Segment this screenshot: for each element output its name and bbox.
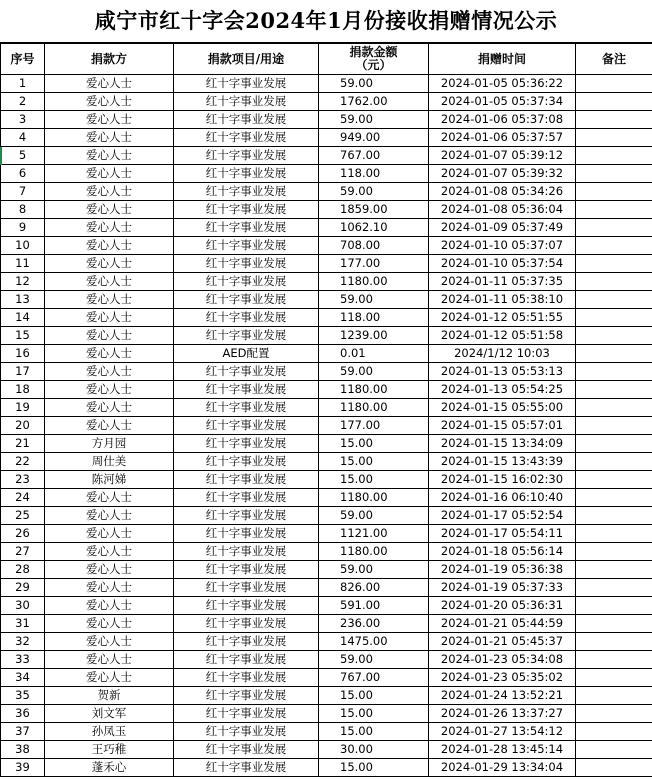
cell-project[interactable]: 红十字事业发展: [174, 93, 319, 111]
cell-note[interactable]: [576, 327, 652, 345]
cell-seq[interactable]: 20: [1, 417, 45, 435]
page-title: 咸宁市红十字会2024年1月份接收捐赠情况公示: [0, 0, 652, 43]
cell-amount[interactable]: 59.00: [319, 561, 429, 579]
cell-note[interactable]: [576, 741, 652, 759]
header-time[interactable]: 捐赠时间: [429, 44, 576, 75]
cell-project[interactable]: 红十字事业发展: [174, 633, 319, 651]
cell-time[interactable]: 2024-01-15 05:57:01: [429, 417, 576, 435]
cell-time[interactable]: 2024-01-15 16:02:30: [429, 471, 576, 489]
cell-amount[interactable]: 1180.00: [319, 273, 429, 291]
cell-note[interactable]: [576, 399, 652, 417]
cell-note[interactable]: [576, 381, 652, 399]
cell-seq[interactable]: 17: [1, 363, 45, 381]
cell-seq[interactable]: 26: [1, 525, 45, 543]
cell-project[interactable]: 红十字事业发展: [174, 129, 319, 147]
cell-time[interactable]: 2024-01-08 05:36:04: [429, 201, 576, 219]
cell-seq[interactable]: 22: [1, 453, 45, 471]
cell-amount[interactable]: 118.00: [319, 165, 429, 183]
cell-donor[interactable]: 爱心人士: [45, 543, 174, 561]
cell-donor[interactable]: 方月园: [45, 435, 174, 453]
cell-time[interactable]: 2024-01-16 06:10:40: [429, 489, 576, 507]
cell-amount[interactable]: 1062.10: [319, 219, 429, 237]
table-row: [1, 219, 652, 237]
cell-project[interactable]: 红十字事业发展: [174, 327, 319, 345]
table-row: [1, 165, 652, 183]
cell-donor[interactable]: 爱心人士: [45, 561, 174, 579]
cell-project[interactable]: 红十字事业发展: [174, 471, 319, 489]
cell-time[interactable]: 2024-01-09 05:37:49: [429, 219, 576, 237]
cell-time[interactable]: 2024-01-29 13:34:04: [429, 759, 576, 777]
cell-time[interactable]: 2024-01-15 13:34:09: [429, 435, 576, 453]
cell-donor[interactable]: 爱心人士: [45, 291, 174, 309]
cell-project[interactable]: 红十字事业发展: [174, 525, 319, 543]
cell-amount[interactable]: 59.00: [319, 507, 429, 525]
cell-amount[interactable]: 1180.00: [319, 399, 429, 417]
cell-time[interactable]: 2024-01-13 05:53:13: [429, 363, 576, 381]
cell-seq[interactable]: 37: [1, 723, 45, 741]
cell-project[interactable]: 红十字事业发展: [174, 111, 319, 129]
cell-note[interactable]: [576, 435, 652, 453]
cell-seq[interactable]: 2: [1, 93, 45, 111]
cell-amount[interactable]: 59.00: [319, 111, 429, 129]
cell-donor[interactable]: 爱心人士: [45, 651, 174, 669]
cell-amount[interactable]: 826.00: [319, 579, 429, 597]
cell-project[interactable]: 红十字事业发展: [174, 381, 319, 399]
cell-note[interactable]: [576, 363, 652, 381]
cell-amount[interactable]: 15.00: [319, 705, 429, 723]
cell-donor[interactable]: 爱心人士: [45, 201, 174, 219]
header-donor[interactable]: 捐款方: [45, 44, 174, 75]
table-row: [1, 363, 652, 381]
table-row: [1, 129, 652, 147]
cell-donor[interactable]: 爱心人士: [45, 183, 174, 201]
table-row: [1, 723, 652, 741]
cell-project[interactable]: 红十字事业发展: [174, 705, 319, 723]
cell-project[interactable]: 红十字事业发展: [174, 543, 319, 561]
cell-amount[interactable]: 767.00: [319, 669, 429, 687]
cell-seq[interactable]: 27: [1, 543, 45, 561]
cell-seq[interactable]: 39: [1, 759, 45, 777]
cell-time[interactable]: 2024-01-12 05:51:58: [429, 327, 576, 345]
cell-seq[interactable]: 30: [1, 597, 45, 615]
cell-seq[interactable]: 6: [1, 165, 45, 183]
cell-time[interactable]: 2024-01-24 13:52:21: [429, 687, 576, 705]
cell-project[interactable]: 红十字事业发展: [174, 75, 319, 93]
cell-amount[interactable]: 236.00: [319, 615, 429, 633]
table-row: [1, 687, 652, 705]
table-row: [1, 183, 652, 201]
cell-note[interactable]: [576, 255, 652, 273]
cell-amount[interactable]: 1239.00: [319, 327, 429, 345]
cell-project[interactable]: 红十字事业发展: [174, 165, 319, 183]
cell-time[interactable]: 2024-01-15 05:55:00: [429, 399, 576, 417]
cell-note[interactable]: [576, 543, 652, 561]
cell-amount[interactable]: 1859.00: [319, 201, 429, 219]
table-row: [1, 597, 652, 615]
table-row: [1, 237, 652, 255]
cell-note[interactable]: [576, 579, 652, 597]
table-row: [1, 471, 652, 489]
table-row: [1, 507, 652, 525]
cell-donor[interactable]: 爱心人士: [45, 345, 174, 363]
cell-note[interactable]: [576, 453, 652, 471]
cell-amount[interactable]: 30.00: [319, 741, 429, 759]
cell-note[interactable]: [576, 273, 652, 291]
cell-note[interactable]: [576, 201, 652, 219]
cell-note[interactable]: [576, 651, 652, 669]
cell-amount[interactable]: 59.00: [319, 363, 429, 381]
cell-donor[interactable]: 孙凤玉: [45, 723, 174, 741]
donation-table: [0, 43, 652, 777]
cell-project[interactable]: 红十字事业发展: [174, 723, 319, 741]
cell-seq[interactable]: 10: [1, 237, 45, 255]
cell-note[interactable]: [576, 507, 652, 525]
cell-donor[interactable]: 爱心人士: [45, 219, 174, 237]
cell-project[interactable]: 红十字事业发展: [174, 615, 319, 633]
cell-project[interactable]: 红十字事业发展: [174, 237, 319, 255]
cell-donor[interactable]: 爱心人士: [45, 417, 174, 435]
cell-amount[interactable]: 1180.00: [319, 543, 429, 561]
cell-donor[interactable]: 爱心人士: [45, 111, 174, 129]
cell-note[interactable]: [576, 75, 652, 93]
table-row: [1, 381, 652, 399]
cell-amount[interactable]: 708.00: [319, 237, 429, 255]
cell-note[interactable]: [576, 219, 652, 237]
cell-amount[interactable]: 59.00: [319, 291, 429, 309]
cell-donor[interactable]: 爱心人士: [45, 597, 174, 615]
cell-time[interactable]: 2024-01-19 05:36:38: [429, 561, 576, 579]
cell-project[interactable]: 红十字事业发展: [174, 183, 319, 201]
cell-donor[interactable]: 爱心人士: [45, 147, 174, 165]
cell-seq[interactable]: 11: [1, 255, 45, 273]
cell-seq[interactable]: 29: [1, 579, 45, 597]
table-row: [1, 345, 652, 363]
cell-project[interactable]: 红十字事业发展: [174, 147, 319, 165]
cell-donor[interactable]: 爱心人士: [45, 633, 174, 651]
cell-seq[interactable]: 8: [1, 201, 45, 219]
cell-amount[interactable]: 15.00: [319, 723, 429, 741]
cell-donor[interactable]: 爱心人士: [45, 669, 174, 687]
header-amount-line1: 捐款金额: [349, 45, 398, 59]
cell-amount[interactable]: 59.00: [319, 651, 429, 669]
cell-note[interactable]: [576, 345, 652, 363]
cell-time[interactable]: 2024-01-19 05:37:33: [429, 579, 576, 597]
cell-time[interactable]: 2024-01-17 05:54:11: [429, 525, 576, 543]
cell-time[interactable]: 2024-01-11 05:38:10: [429, 291, 576, 309]
cell-donor[interactable]: 爱心人士: [45, 525, 174, 543]
cell-seq[interactable]: 19: [1, 399, 45, 417]
cell-time[interactable]: 2024-01-28 13:45:14: [429, 741, 576, 759]
header-project[interactable]: 捐款项目/用途: [174, 44, 319, 75]
cell-time[interactable]: 2024/1/12 10:03: [429, 345, 576, 363]
table-row: [1, 417, 652, 435]
cell-amount[interactable]: 1180.00: [319, 489, 429, 507]
table-row: [1, 615, 652, 633]
cell-seq[interactable]: 35: [1, 687, 45, 705]
cell-donor[interactable]: 爱心人士: [45, 309, 174, 327]
cell-donor[interactable]: 爱心人士: [45, 363, 174, 381]
cell-seq[interactable]: 12: [1, 273, 45, 291]
cell-project[interactable]: 红十字事业发展: [174, 201, 319, 219]
cell-time[interactable]: 2024-01-27 13:54:12: [429, 723, 576, 741]
cell-donor[interactable]: 爱心人士: [45, 255, 174, 273]
cell-project[interactable]: 红十字事业发展: [174, 453, 319, 471]
cell-seq[interactable]: 1: [1, 75, 45, 93]
cell-donor[interactable]: 爱心人士: [45, 75, 174, 93]
cell-seq[interactable]: 24: [1, 489, 45, 507]
cell-seq[interactable]: 7: [1, 183, 45, 201]
cell-project[interactable]: 红十字事业发展: [174, 507, 319, 525]
cell-project[interactable]: 红十字事业发展: [174, 417, 319, 435]
table-row: [1, 741, 652, 759]
cell-project[interactable]: 红十字事业发展: [174, 651, 319, 669]
cell-time[interactable]: 2024-01-05 05:37:34: [429, 93, 576, 111]
cell-note[interactable]: [576, 705, 652, 723]
cell-time[interactable]: 2024-01-20 05:36:31: [429, 597, 576, 615]
table-row: [1, 201, 652, 219]
header-note[interactable]: 备注: [576, 44, 652, 75]
cell-project[interactable]: 红十字事业发展: [174, 363, 319, 381]
cell-note[interactable]: [576, 687, 652, 705]
cell-note[interactable]: [576, 291, 652, 309]
cell-note[interactable]: [576, 723, 652, 741]
table-row: [1, 651, 652, 669]
cell-project[interactable]: 红十字事业发展: [174, 399, 319, 417]
cell-amount[interactable]: 15.00: [319, 435, 429, 453]
cell-amount[interactable]: 118.00: [319, 309, 429, 327]
cell-donor[interactable]: 爱心人士: [45, 507, 174, 525]
cell-project[interactable]: AED配置: [174, 345, 319, 363]
cell-amount[interactable]: 15.00: [319, 471, 429, 489]
cell-time[interactable]: 2024-01-26 13:37:27: [429, 705, 576, 723]
cell-seq[interactable]: 16: [1, 345, 45, 363]
cell-seq[interactable]: 13: [1, 291, 45, 309]
cell-amount[interactable]: 767.00: [319, 147, 429, 165]
cell-seq[interactable]: 31: [1, 615, 45, 633]
cell-amount[interactable]: 59.00: [319, 183, 429, 201]
cell-donor[interactable]: 爱心人士: [45, 615, 174, 633]
table-row: [1, 543, 652, 561]
cell-time[interactable]: 2024-01-23 05:34:08: [429, 651, 576, 669]
cell-amount[interactable]: 177.00: [319, 417, 429, 435]
table-row: [1, 759, 652, 777]
cell-note[interactable]: [576, 93, 652, 111]
cell-time[interactable]: 2024-01-23 05:35:02: [429, 669, 576, 687]
cell-donor[interactable]: 周仕美: [45, 453, 174, 471]
cell-note[interactable]: [576, 561, 652, 579]
cell-seq[interactable]: 33: [1, 651, 45, 669]
table-row: [1, 561, 652, 579]
cell-donor[interactable]: 爱心人士: [45, 399, 174, 417]
header-row: [1, 44, 652, 75]
cell-amount[interactable]: 15.00: [319, 687, 429, 705]
table-row: [1, 93, 652, 111]
header-amount[interactable]: [319, 44, 429, 75]
cell-project[interactable]: 红十字事业发展: [174, 273, 319, 291]
cell-note[interactable]: [576, 669, 652, 687]
cell-note[interactable]: [576, 237, 652, 255]
cell-project[interactable]: 红十字事业发展: [174, 255, 319, 273]
table-row: [1, 309, 652, 327]
table-row: [1, 399, 652, 417]
cell-amount[interactable]: 177.00: [319, 255, 429, 273]
cell-note[interactable]: [576, 165, 652, 183]
cell-project[interactable]: 红十字事业发展: [174, 597, 319, 615]
cell-donor[interactable]: 爱心人士: [45, 489, 174, 507]
cell-project[interactable]: 红十字事业发展: [174, 435, 319, 453]
table-row: [1, 669, 652, 687]
cell-amount[interactable]: 1475.00: [319, 633, 429, 651]
cell-note[interactable]: [576, 615, 652, 633]
table-row: [1, 75, 652, 93]
cell-project[interactable]: 红十字事业发展: [174, 561, 319, 579]
cell-donor[interactable]: 贺新: [45, 687, 174, 705]
cell-note[interactable]: [576, 309, 652, 327]
cell-note[interactable]: [576, 129, 652, 147]
cell-amount[interactable]: 15.00: [319, 453, 429, 471]
table-row: [1, 579, 652, 597]
table-row: [1, 111, 652, 129]
cell-donor[interactable]: 陈河娣: [45, 471, 174, 489]
row-selection-indicator: [0, 147, 2, 165]
cell-seq[interactable]: 5: [1, 147, 45, 165]
cell-time[interactable]: 2024-01-05 05:36:22: [429, 75, 576, 93]
cell-time[interactable]: 2024-01-06 05:37:08: [429, 111, 576, 129]
cell-seq[interactable]: 4: [1, 129, 45, 147]
cell-time[interactable]: 2024-01-15 13:43:39: [429, 453, 576, 471]
cell-seq[interactable]: 18: [1, 381, 45, 399]
cell-donor[interactable]: 蓬禾心: [45, 759, 174, 777]
cell-donor[interactable]: 爱心人士: [45, 93, 174, 111]
cell-seq[interactable]: 14: [1, 309, 45, 327]
cell-amount[interactable]: 591.00: [319, 597, 429, 615]
cell-time[interactable]: 2024-01-07 05:39:32: [429, 165, 576, 183]
cell-amount[interactable]: 0.01: [319, 345, 429, 363]
header-seq[interactable]: 序号: [1, 44, 45, 75]
cell-seq[interactable]: 32: [1, 633, 45, 651]
table-row: [1, 633, 652, 651]
cell-donor[interactable]: 爱心人士: [45, 129, 174, 147]
cell-amount[interactable]: 1121.00: [319, 525, 429, 543]
table-row: [1, 453, 652, 471]
table-row: [1, 327, 652, 345]
cell-amount[interactable]: 1762.00: [319, 93, 429, 111]
cell-donor[interactable]: 刘文军: [45, 705, 174, 723]
cell-donor[interactable]: 爱心人士: [45, 579, 174, 597]
cell-project[interactable]: 红十字事业发展: [174, 687, 319, 705]
cell-note[interactable]: [576, 489, 652, 507]
cell-project[interactable]: 红十字事业发展: [174, 741, 319, 759]
cell-amount[interactable]: 59.00: [319, 75, 429, 93]
cell-donor[interactable]: 爱心人士: [45, 237, 174, 255]
cell-time[interactable]: 2024-01-21 05:44:59: [429, 615, 576, 633]
cell-donor[interactable]: 爱心人士: [45, 165, 174, 183]
cell-amount[interactable]: 15.00: [319, 759, 429, 777]
cell-amount[interactable]: 1180.00: [319, 381, 429, 399]
cell-time[interactable]: 2024-01-08 05:34:26: [429, 183, 576, 201]
cell-note[interactable]: [576, 597, 652, 615]
cell-time[interactable]: 2024-01-13 05:54:25: [429, 381, 576, 399]
cell-note[interactable]: [576, 759, 652, 777]
cell-note[interactable]: [576, 111, 652, 129]
cell-seq[interactable]: 28: [1, 561, 45, 579]
cell-donor[interactable]: 王巧稚: [45, 741, 174, 759]
cell-seq[interactable]: 21: [1, 435, 45, 453]
table-row: [1, 435, 652, 453]
cell-seq[interactable]: 34: [1, 669, 45, 687]
table-row: [1, 705, 652, 723]
cell-note[interactable]: [576, 147, 652, 165]
table-row: [1, 273, 652, 291]
table-row: [1, 147, 652, 165]
cell-donor[interactable]: 爱心人士: [45, 381, 174, 399]
cell-time[interactable]: 2024-01-21 05:45:37: [429, 633, 576, 651]
cell-time[interactable]: 2024-01-10 05:37:54: [429, 255, 576, 273]
table-row: [1, 255, 652, 273]
cell-seq[interactable]: 3: [1, 111, 45, 129]
cell-time[interactable]: 2024-01-11 05:37:35: [429, 273, 576, 291]
cell-amount[interactable]: 949.00: [319, 129, 429, 147]
cell-note[interactable]: [576, 633, 652, 651]
cell-seq[interactable]: 36: [1, 705, 45, 723]
cell-time[interactable]: 2024-01-17 05:52:54: [429, 507, 576, 525]
cell-seq[interactable]: 23: [1, 471, 45, 489]
cell-project[interactable]: 红十字事业发展: [174, 759, 319, 777]
cell-project[interactable]: 红十字事业发展: [174, 489, 319, 507]
cell-note[interactable]: [576, 525, 652, 543]
cell-project[interactable]: 红十字事业发展: [174, 309, 319, 327]
cell-seq[interactable]: 25: [1, 507, 45, 525]
cell-note[interactable]: [576, 183, 652, 201]
cell-seq[interactable]: 9: [1, 219, 45, 237]
cell-note[interactable]: [576, 471, 652, 489]
header-amount-line2: （元）: [355, 58, 392, 72]
cell-project[interactable]: 红十字事业发展: [174, 219, 319, 237]
cell-time[interactable]: 2024-01-10 05:37:07: [429, 237, 576, 255]
table-row: [1, 489, 652, 507]
cell-time[interactable]: 2024-01-18 05:56:14: [429, 543, 576, 561]
cell-seq[interactable]: 15: [1, 327, 45, 345]
cell-time[interactable]: 2024-01-12 05:51:55: [429, 309, 576, 327]
table-row: [1, 291, 652, 309]
table-row: [1, 525, 652, 543]
cell-project[interactable]: 红十字事业发展: [174, 579, 319, 597]
cell-note[interactable]: [576, 417, 652, 435]
cell-project[interactable]: 红十字事业发展: [174, 291, 319, 309]
cell-time[interactable]: 2024-01-07 05:39:12: [429, 147, 576, 165]
cell-time[interactable]: 2024-01-06 05:37:57: [429, 129, 576, 147]
cell-project[interactable]: 红十字事业发展: [174, 669, 319, 687]
cell-seq[interactable]: 38: [1, 741, 45, 759]
cell-donor[interactable]: 爱心人士: [45, 327, 174, 345]
cell-donor[interactable]: 爱心人士: [45, 273, 174, 291]
